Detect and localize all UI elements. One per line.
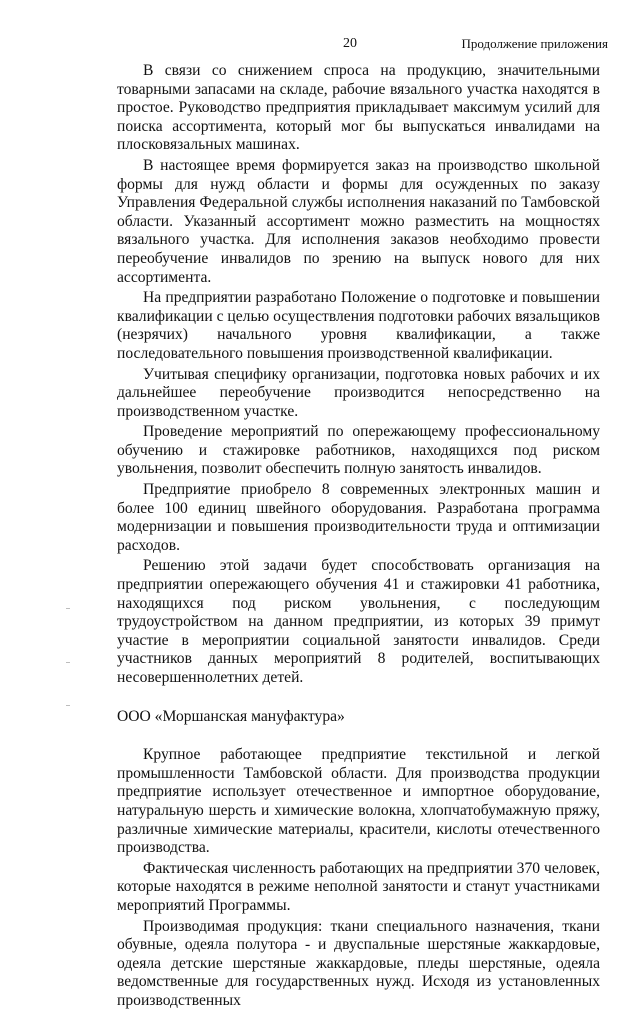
margin-mark — [66, 608, 70, 609]
paragraph: Крупное работающее предприятие текстильной и легкой промышленности Тамбовской области. Для производства продукции предприятие использует отечественное и импортное оборудование, натуральную шерсть и химические волокна, хлопчатобумажную пряжу, различные химические материалы, красители, кислоты отечественного производства. — [117, 746, 600, 857]
margin-mark — [66, 662, 70, 663]
section-title: ООО «Моршанская мануфактура» — [117, 707, 345, 725]
paragraph: В связи со снижением спроса на продукцию, значительными товарными запасами на складе, рабочие вязального участка находятся в простое. Руководство предприятия прикладывает максимум усилий для поиска ассортимента, который мог бы выпускаться инвалидами на плосковязальных машинах. — [117, 62, 600, 154]
paragraph: Предприятие приобрело 8 современных электронных машин и более 100 единиц швейного оборудования. Разработана программа модернизации и повышения производительности труда и оптимизации расходов. — [117, 481, 600, 554]
paragraph: Решению этой задачи будет способствовать организация на предприятии опережающего обучения 41 и стажировки 41 работника, находящихся под риском увольнения, с последующим трудоустройством на данном предприятии, из которых 39 примут участие в мероприятии социальной занятости инвалидов. Среди участников данных мероприятий 8 родителей, воспитывающих несовершеннолетних детей. — [117, 557, 600, 686]
document-body — [117, 62, 600, 1013]
paragraph: Фактическая численность работающих на предприятии 370 человек, которые находятся в режиме неполной занятости и станут участниками мероприятий Программы. — [117, 859, 600, 914]
page-number: 20 — [343, 36, 357, 51]
paragraph: Производимая продукция: ткани специального назначения, ткани обувные, одеяла полутора - и двуспальные шерстяные жаккардовые, одеяла детские шерстяные жаккардовые, пледы шерстяные, одеяла ведомственные для государственных нужд. Исходя из установленных производственных — [117, 917, 600, 1009]
paragraph: Проведение мероприятий по опережающему профессиональному обучению и стажировке работников, находящихся под риском увольнения, позволит обеспечить полную занятость инвалидов. — [117, 423, 600, 478]
continuation-note: Продолжение приложения — [461, 36, 608, 51]
paragraph: На предприятии разработано Положение о подготовке и повышении квалификации с целью осуществления подготовки рабочих вязальщиков (незрячих) начального уровня квалификации, а также последовательного повышения производственной квалификации. — [117, 289, 600, 362]
paragraph: Учитывая специфику организации, подготовка новых рабочих и их дальнейшее переобучение производится непосредственно на производственном участке. — [117, 365, 600, 420]
paragraph: В настоящее время формируется заказ на производство школьной формы для нужд области и формы для осужденных по заказу Управления Федеральной службы исполнения наказаний по Тамбовской области. Указанный ассортимент можно разместить на мощностях вязального участка. Для исполнения заказов необходимо провести переобучение инвалидов по зрению на выпуск нового для них ассортимента. — [117, 156, 600, 286]
margin-mark — [66, 705, 70, 706]
